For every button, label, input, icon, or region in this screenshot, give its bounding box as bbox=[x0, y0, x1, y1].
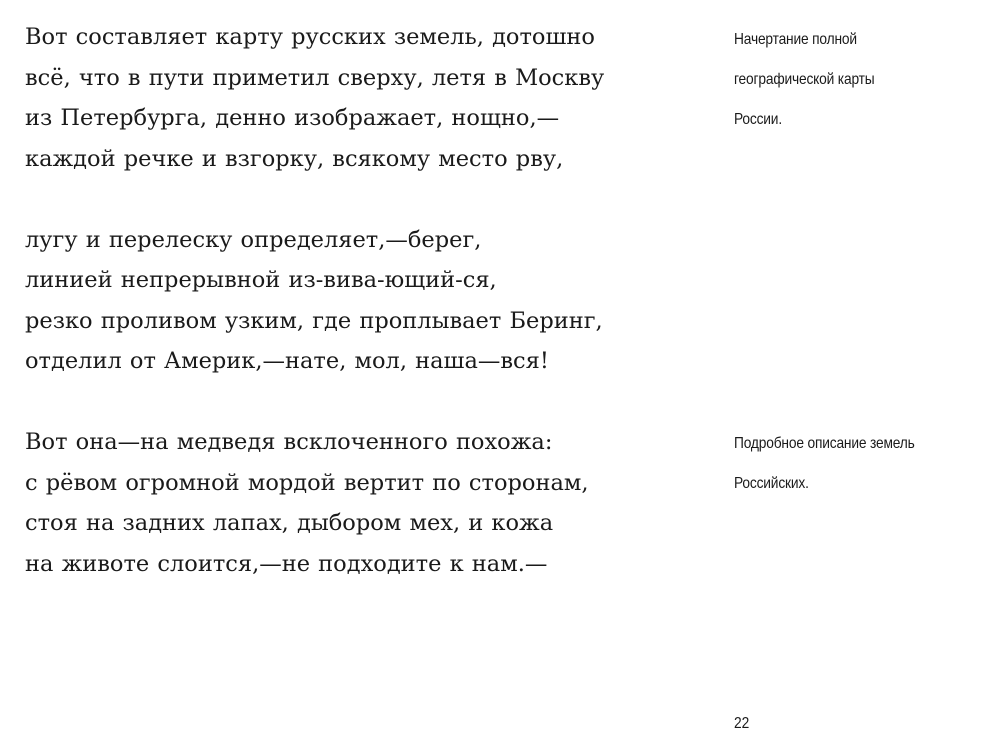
margin-note-line: Начертание полной bbox=[734, 31, 857, 48]
poem-body bbox=[25, 17, 665, 584]
verse-line: каждой речке и взгорку, всякому место рву, bbox=[25, 145, 564, 172]
verse-line: с рёвом огромной мордой вертит по сторонам, bbox=[25, 469, 589, 496]
verse-line: лугу и перелеску определяет,—берег, bbox=[25, 226, 482, 253]
verse-line: стоя на задних лапах, дыбором мех, и кожа bbox=[25, 510, 554, 536]
stanza-3 bbox=[25, 422, 665, 584]
verse-line: на животе слоится,—не подходите к нам.— bbox=[25, 550, 548, 577]
verse-line: Вот она—на медведя всклоченного похожа: bbox=[25, 429, 553, 455]
verse-line: отделил от Америк,—нате, мол, наша—вся! bbox=[25, 348, 549, 374]
stanza-2 bbox=[25, 220, 665, 382]
margin-note-line: Российских. bbox=[734, 475, 809, 492]
margin-note-map bbox=[734, 20, 959, 140]
margin-note-line: Подробное описание земель bbox=[734, 435, 915, 452]
page-number: 22 bbox=[734, 715, 750, 732]
margin-note-line: России. bbox=[734, 111, 782, 128]
verse-line: из Петербурга, денно изображает, нощно,— bbox=[25, 105, 560, 131]
margin-note-line: географической карты bbox=[734, 71, 875, 88]
stanza-1 bbox=[25, 17, 665, 179]
verse-line: резко проливом узким, где проплывает Беринг, bbox=[25, 307, 603, 334]
margin-note-description bbox=[734, 424, 959, 504]
verse-line: Вот составляет карту русских земель, дотошно bbox=[25, 24, 595, 50]
verse-line: всё, что в пути приметил сверху, летя в Москву bbox=[25, 64, 605, 91]
verse-line: линией непрерывной из-вива-ющий-ся, bbox=[25, 267, 497, 293]
